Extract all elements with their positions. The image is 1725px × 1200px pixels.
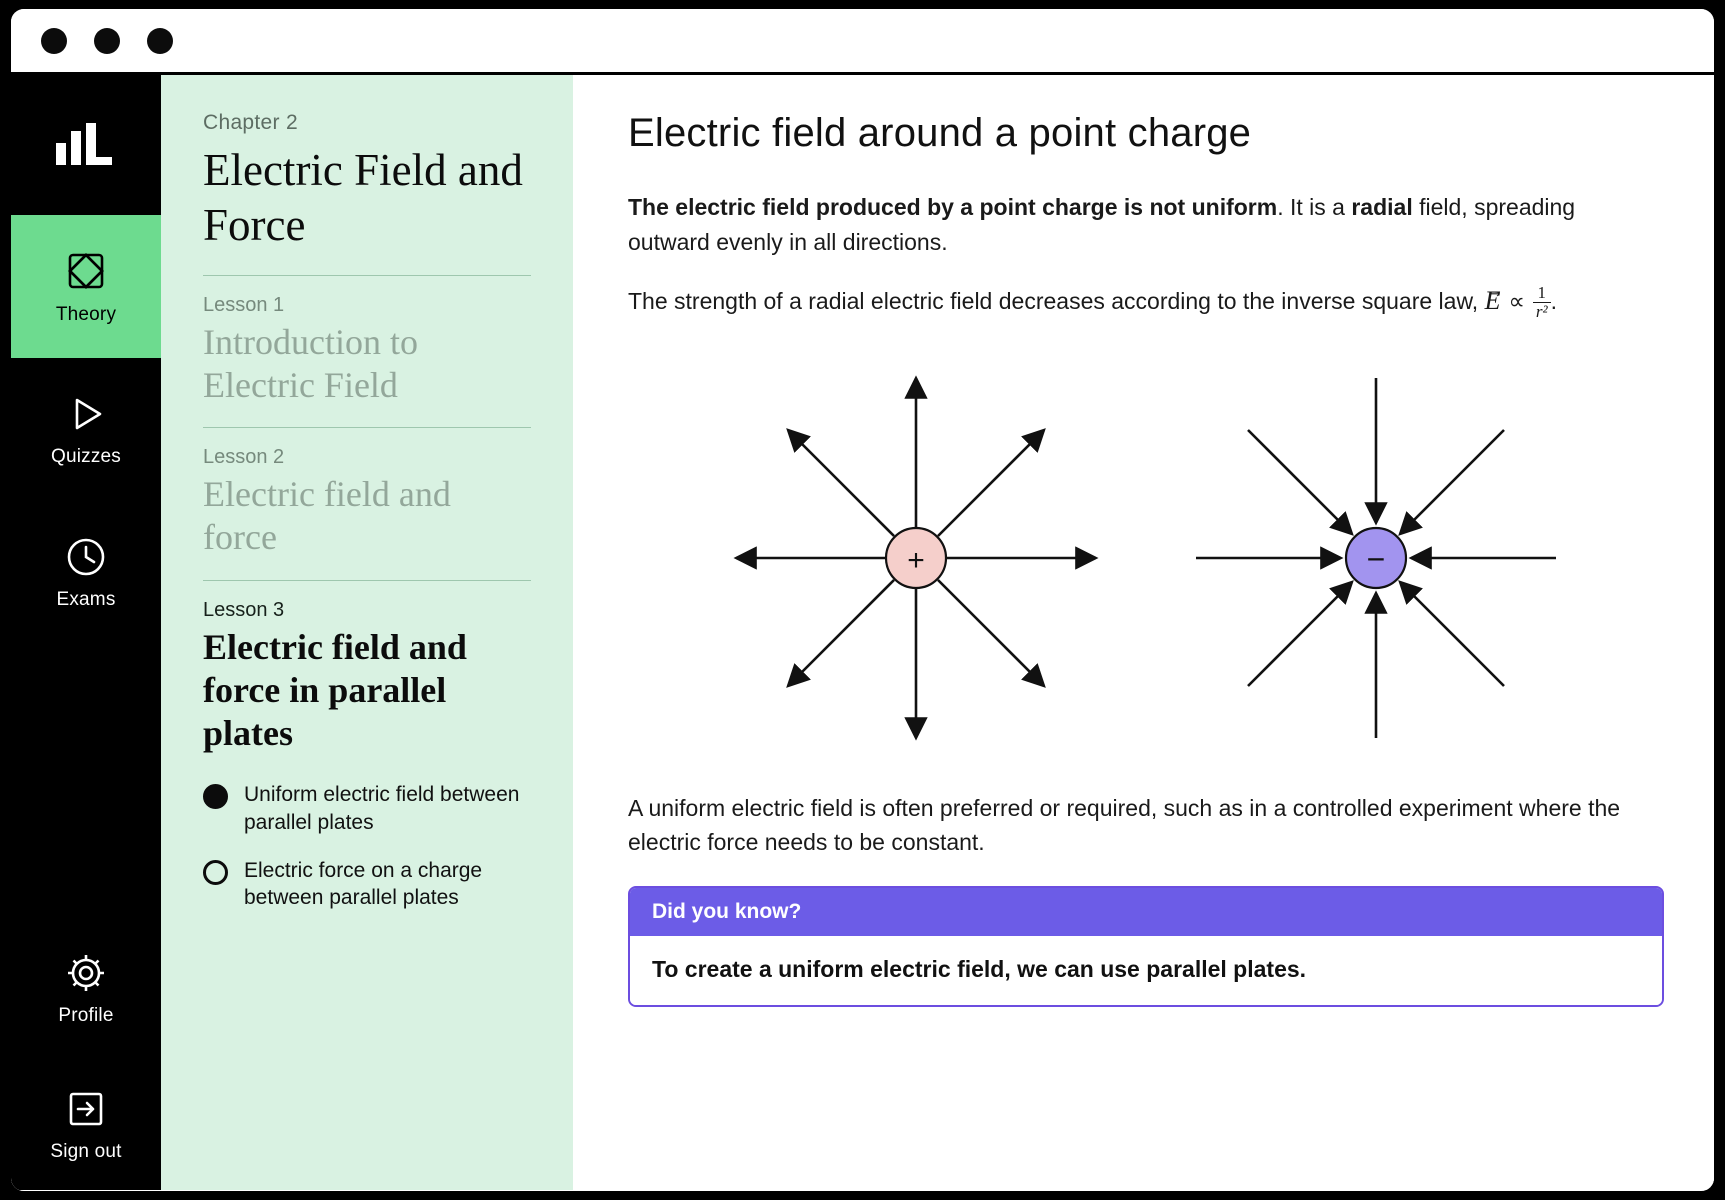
page-title: Electric field around a point charge [628,111,1252,155]
paragraph-1 [628,190,1638,259]
left-nav [11,75,161,1190]
lesson-3-label: Lesson 3 [203,598,285,621]
paragraph-1-bold: The electric field produced by a point charge is not uniform [628,194,1278,220]
positive-charge-diagram [716,358,1116,758]
sidebar-item-sign-out[interactable] [11,1060,161,1190]
callout-heading: Did you know? [630,888,1662,936]
positive-charge-sign: + [907,543,925,577]
app-body [11,75,1714,1190]
math-symbol-proportional: ∝ [1508,288,1525,314]
window-dot-minimize[interactable] [94,28,120,54]
clock-icon [64,535,108,579]
radial-field-figure [628,343,1664,773]
gear-icon [64,951,108,995]
lesson-1-title[interactable]: Introduction to Electric Field [203,321,418,405]
sidebar-item-quizzes[interactable] [11,358,161,501]
lesson-subitem-label: Electric force on a charge between parallel plates [244,858,483,910]
paragraph-1-bold-2: radial [1351,194,1413,220]
sidebar-item-label: Sign out [50,1141,122,1162]
divider [203,275,531,276]
bullet-filled-icon [203,784,228,809]
lesson-subitem-uniform-field[interactable] [203,781,531,836]
sidebar-item-profile[interactable] [11,917,161,1060]
lesson-subitem-label: Uniform electric field between parallel plates [244,783,520,834]
divider [203,580,531,581]
math-fraction-inverse-square [1533,284,1551,321]
paragraph-1-rest-b: field, spreading outward evenly in all directions. [628,194,1576,255]
sign-out-icon [64,1087,108,1131]
callout-text: To create a uniform electric field, we can use parallel plates. [630,936,1662,1005]
title-bar [11,9,1714,75]
paragraph-2 [628,281,1638,321]
lesson-3-title[interactable]: Electric field and force in parallel plates [203,626,467,753]
paragraph-2-end: . [1550,288,1558,314]
sidebar-item-label: Profile [58,1004,114,1026]
lesson-2-title[interactable]: Electric field and force [203,474,451,558]
sidebar-item-exams[interactable] [11,501,161,644]
sidebar-item-theory[interactable] [11,215,161,358]
lesson-1-label: Lesson 1 [203,293,285,316]
bullet-empty-icon [203,860,228,885]
window-dot-close[interactable] [41,28,67,54]
app-logo[interactable] [11,75,161,215]
sidebar-item-label: Quizzes [50,445,122,467]
paragraph-1-rest-a: . It is a [1277,194,1352,220]
sidebar-item-label: Theory [55,303,117,325]
math-symbol-E: E [1484,286,1501,315]
window-dot-maximize[interactable] [147,28,173,54]
nav-spacer [11,644,161,917]
divider [203,427,531,428]
bar-chart-logo-icon [54,121,118,169]
play-triangle-icon [64,392,108,436]
sidebar-item-label: Exams [56,588,116,610]
app-window [10,8,1715,1192]
chapter-label: Chapter 2 [203,111,298,134]
paragraph-3: A uniform electric field is often preferred or required, such as in a controlled experiment where the electric force needs to be constant. [628,794,1621,856]
negative-charge-sign: − [1366,540,1386,577]
main-content [573,75,1714,1190]
lesson-subitem-electric-force[interactable] [203,857,531,912]
did-you-know-callout [628,886,1664,1007]
paragraph-2-lead: The strength of a radial electric field decreases according to the inverse square law, [628,288,1485,314]
chapter-title: Electric Field and Force [203,145,523,250]
lesson-2-label: Lesson 2 [203,446,285,469]
negative-charge-diagram [1176,358,1576,758]
theory-icon [63,248,109,294]
lesson-sidebar [161,75,573,1190]
fraction-numerator: 1 [1533,284,1551,303]
fraction-denominator: r² [1535,302,1548,321]
